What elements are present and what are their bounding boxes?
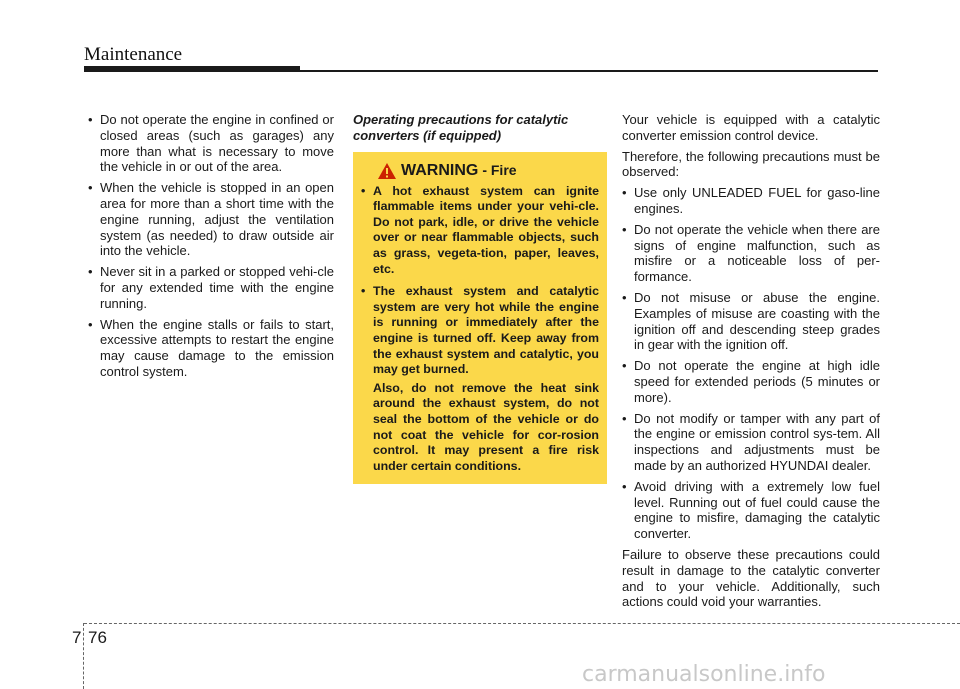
header-bar bbox=[84, 66, 300, 72]
list-item: • Do not operate the engine at high idle speed for extended periods (5 minutes or more). bbox=[622, 358, 880, 405]
footer-rule bbox=[84, 623, 960, 624]
list-item: • When the vehicle is stopped in an open area for more than a short time with the engine running, adjust the ventilation system (as needed) to draw outside air into the vehicle. bbox=[88, 180, 334, 259]
header-rule bbox=[300, 70, 878, 72]
closing-paragraph: Failure to observe these precautions could result in damage to the catalytic converter and to your vehicle. Additionally, such actions could void your warranties. bbox=[622, 546, 880, 610]
page-number: 76 bbox=[88, 628, 107, 647]
warning-subtitle: - Fire bbox=[482, 161, 517, 178]
warning-box bbox=[353, 152, 607, 485]
warning-label: WARNING bbox=[401, 161, 479, 179]
watermark: carmanualsonline.info bbox=[582, 662, 826, 687]
list-item: • When the engine stalls or fails to start, excessive attempts to restart the engine may cause damage to the emission control system. bbox=[88, 317, 334, 380]
chapter-number: 7 bbox=[72, 628, 82, 647]
column-right bbox=[622, 112, 880, 615]
list-item: • Do not modify or tamper with any part of the engine or emission control sys-tem. All inspections and adjustments must be made by an authorized HYUNDAI dealer. bbox=[622, 411, 880, 474]
therefore-paragraph: Therefore, the following precautions must be observed: bbox=[622, 148, 880, 180]
warning-bullet-list bbox=[361, 184, 599, 378]
warning-continuation: Also, do not remove the heat sink around the exhaust system, do not seal the bottom of the vehicle or do not coat the vehicle for cor-rosion control. It may present a fire risk under certain conditions. bbox=[373, 380, 599, 473]
warning-item: • The exhaust system and catalytic system are very hot while the engine is running or immediately after the engine is turned off. Keep away from the exhaust system and catalytic, you may get burned. bbox=[361, 284, 599, 378]
column-middle bbox=[353, 112, 607, 484]
bullet-list bbox=[88, 112, 334, 380]
precautions-list bbox=[622, 185, 880, 542]
section-heading: Operating precautions for catalytic converters (if equipped) bbox=[353, 112, 569, 143]
page-header-title: Maintenance bbox=[84, 44, 183, 65]
footer-vertical-rule bbox=[83, 623, 84, 689]
warning-item: • A hot exhaust system can ignite flammable items under your vehi-cle. Do not park, idle, or drive the vehicle over or near flammable objects, such as grass, vegeta-tion, paper, leaves, etc. bbox=[361, 184, 599, 278]
list-item: • Use only UNLEADED FUEL for gaso-line engines. bbox=[622, 185, 880, 217]
warning-triangle-icon bbox=[377, 162, 397, 180]
intro-paragraph: Your vehicle is equipped with a catalytic converter emission control device. bbox=[622, 112, 880, 143]
list-item: • Do not operate the vehicle when there are signs of engine malfunction, such as misfire or a noticeable loss of per-formance. bbox=[622, 222, 880, 285]
warning-header bbox=[361, 162, 599, 180]
list-item: • Never sit in a parked or stopped vehi-cle for any extended time with the engine running. bbox=[88, 264, 334, 311]
list-item: • Avoid driving with a extremely low fuel level. Running out of fuel could cause the engine to misfire, damaging the catalytic converter. bbox=[622, 479, 880, 542]
list-item: • Do not misuse or abuse the engine. Examples of misuse are coasting with the ignition off and descending steep grades in gear with the ignition off. bbox=[622, 290, 880, 353]
list-item: • Do not operate the engine in confined or closed areas (such as garages) any more than what is necessary to move the vehicle in or out of the area. bbox=[88, 112, 334, 175]
column-left bbox=[88, 112, 334, 385]
